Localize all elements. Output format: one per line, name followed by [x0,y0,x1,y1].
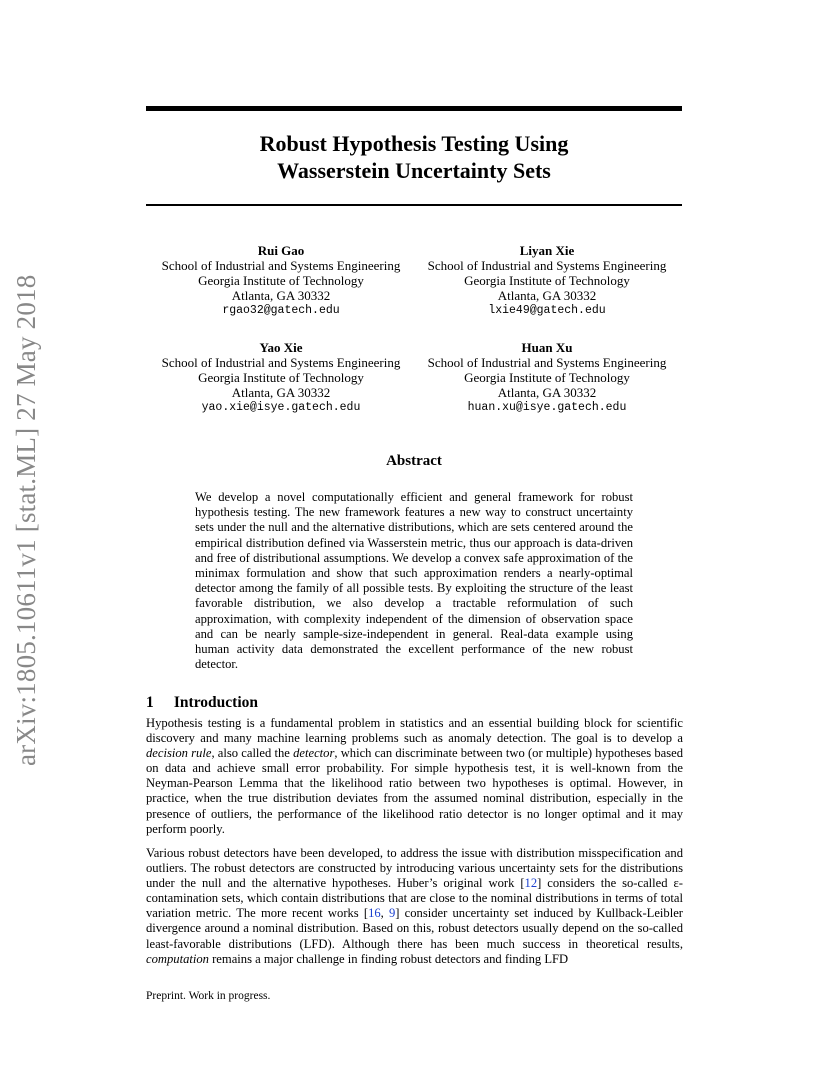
arxiv-identifier-stamp: arXiv:1805.10611v1 [stat.ML] 27 May 2018 [11,274,41,766]
author-affiliation: School of Industrial and Systems Engineering [161,355,401,370]
text-run: ] consider uncertainty set induced by Kullback-Leibler divergence around a nominal distribution. Based on this, robust detectors usually depend on the so-called least-favorable distributions (LFD). Although there has been much success in theoretical results, [146,906,684,951]
preprint-footnote: Preprint. Work in progress. [146,990,271,1002]
author-city: Atlanta, GA 30332 [231,288,331,303]
intro-paragraph-2 [146,846,683,967]
author-institution: Georgia Institute of Technology [464,273,630,288]
abstract-body: We develop a novel computationally efficient and general framework for robust hypothesis testing. The new framework features a new way to construct uncertainty sets under the null and the alternative distributions, which are sets centered around the empirical distribution defined via Wasserstein metric, thus our approach is data-driven and free of distributional assumptions. We develop a convex safe approximation of the minimax formulation and show that such approximation renders a nearly-optimal detector among the family of all possible tests. By exploiting the structure of the least favorable distribution, we also develop a tractable reformulation of such approximation, with complexity independent of the dimension of observation space and can be nearly sample-size-independent in general. Real-data example using human activity data demonstrated the excellent performance of the new robust detector. [195,490,633,672]
text-run: remains a major challenge in finding robust detectors and finding LFD [208,951,569,966]
intro-paragraph-1 [146,716,683,837]
author-institution: Georgia Institute of Technology [198,370,364,385]
citation-link[interactable]: 12 [524,876,538,891]
section-title: Introduction [173,694,258,711]
emphasis-computation: computation [146,951,209,966]
author-city: Atlanta, GA 30332 [497,385,597,400]
section-number: 1 [146,694,154,711]
author-city: Atlanta, GA 30332 [231,385,331,400]
paper-title [146,130,682,184]
author-name: Rui Gao [257,243,305,258]
text-run: , [380,906,389,921]
author-affiliation: School of Industrial and Systems Engineering [427,258,667,273]
text-run: Hypothesis testing is a fundamental problem in statistics and an essential building block for scientific discovery and many machine learning problems such as anomaly detection. The goal is to develop a [146,716,683,746]
author-block-huan-xu [412,340,682,415]
title-line-2: Wasserstein Uncertainty Sets [277,158,551,183]
author-block-yao-xie [146,340,416,415]
author-affiliation: School of Industrial and Systems Engineering [161,258,401,273]
citation-link[interactable]: 16 [368,906,381,921]
text-run: Various robust detectors have been developed, to address the issue with distribution misspecification and outliers. The robust detectors are constructed by introducing various uncertainty sets for the distributions under the null and the alternative hypotheses. Huber’s original work [ [146,846,683,891]
author-email[interactable]: huan.xu@isye.gatech.edu [467,401,627,414]
emphasis-detector: detector [293,746,335,761]
author-name: Yao Xie [259,340,303,355]
emphasis-decision-rule: decision rule [146,746,212,761]
title-line-1: Robust Hypothesis Testing Using [259,131,569,156]
section-heading-introduction [146,694,682,712]
author-block-rui-gao [146,243,416,318]
author-institution: Georgia Institute of Technology [198,273,364,288]
text-run: , also called the [211,746,294,761]
author-block-liyan-xie [412,243,682,318]
author-email[interactable]: yao.xie@isye.gatech.edu [201,401,361,414]
author-affiliation: School of Industrial and Systems Engineering [427,355,667,370]
citation-link[interactable]: 9 [389,906,396,921]
author-email[interactable]: rgao32@gatech.edu [222,304,340,317]
author-institution: Georgia Institute of Technology [464,370,630,385]
text-run: , which can discriminate between two (or multiple) hypotheses based on data and achieve small error probability. For simple hypothesis test, it is well-known from the Neyman-Pearson Lemma that the likelihood ratio between two hypotheses is optimal. However, in practice, when the true distribution deviates from the assumed nominal distribution, especially in the presence of outliers, the performance of the likelihood ratio detector is no longer optimal and it may perform poorly. [146,746,684,836]
abstract-heading: Abstract [386,453,442,469]
title-top-rule [146,106,682,111]
author-name: Liyan Xie [519,243,575,258]
title-bottom-rule [146,204,682,206]
author-name: Huan Xu [521,340,573,355]
author-email[interactable]: lxie49@gatech.edu [488,304,606,317]
author-city: Atlanta, GA 30332 [497,288,597,303]
text-run: ] considers the so-called ε-contamination sets, which contain distributions that are close to the nominal distributions in terms of total variation metric. The more recent works [ [146,876,683,921]
